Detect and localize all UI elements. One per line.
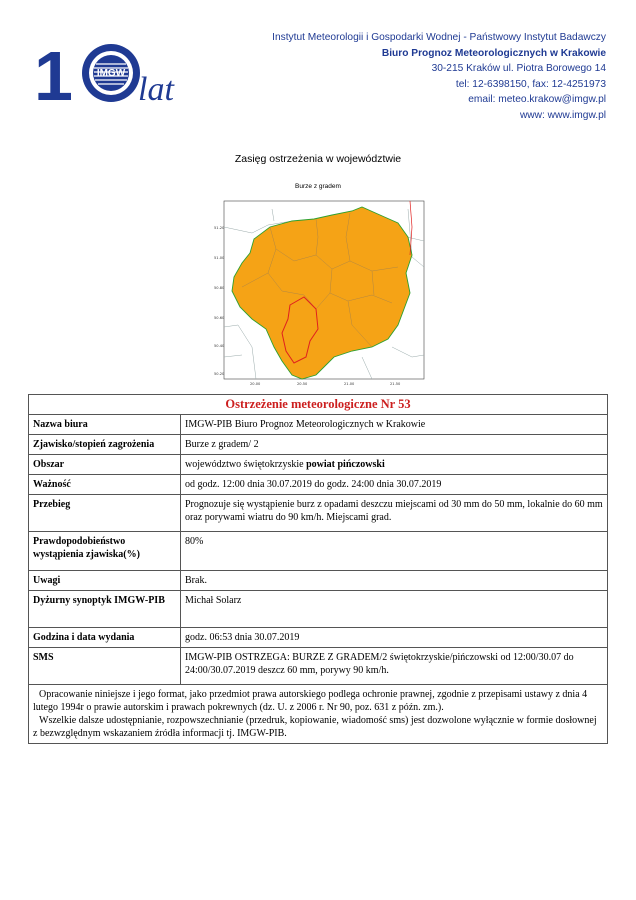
office-name: Biuro Prognoz Meteorologicznych w Krakowie (381, 47, 606, 59)
row-label: Prawdopodobieństwo wystąpienia zjawiska(%) (29, 532, 181, 571)
x-tick-label: 20.00 (250, 382, 261, 386)
table-row (29, 415, 608, 435)
table-row (29, 628, 608, 648)
x-tick-label: 21.50 (390, 382, 401, 386)
warning-title: Ostrzeżenie meteorologiczne Nr 53 (29, 395, 608, 415)
copyright-notice (29, 685, 608, 744)
area-province: województwo świętokrzyskie (185, 459, 304, 470)
table-row (29, 571, 608, 591)
table-row (29, 648, 608, 685)
institute-name: Instytut Meteorologii i Gospodarki Wodnej - Państwowy Instytut Badawczy (272, 32, 606, 43)
row-value: IMGW-PIB Biuro Prognoz Meteorologicznych w Krakowie (181, 415, 608, 435)
row-value: od godz. 12:00 dnia 30.07.2019 do godz. 24:00 dnia 30.07.2019 (181, 475, 608, 495)
warning-area-map (212, 197, 430, 391)
warning-table (28, 394, 608, 744)
row-value: Prognozuje się wystąpienie burz z opadami deszczu miejscami od 30 mm do 50 mm, lokalnie do 60 mm oraz porywami wiatru do 90 km/h. Miejscami grad. (181, 495, 608, 532)
y-tick-label: 50.60 (214, 316, 225, 320)
institute-header (272, 30, 606, 124)
svg-text:IMGW: IMGW (96, 68, 126, 79)
redistribution-paragraph: Wszelkie dalsze udostępnianie, rozpowszechnianie (przedruk, kopiowanie, wiadomość sms) jest dozwolone wyłącznie w formie dosłownej z bezwzględnym wskazaniem źródła informacji tj. IMGW-PIB. (33, 715, 597, 739)
imgw-100-lat-logo (34, 36, 194, 108)
row-label: Ważność (29, 475, 181, 495)
office-phone: tel: 12-6398150, fax: 12-4251973 (455, 78, 606, 90)
row-value: godz. 06:53 dnia 30.07.2019 (181, 628, 608, 648)
row-value-area (181, 455, 608, 475)
svg-text:1: 1 (34, 37, 67, 108)
row-label: Nazwa biura (29, 415, 181, 435)
x-tick-label: 20.50 (297, 382, 308, 386)
y-tick-label: 50.40 (214, 344, 225, 348)
y-tick-label: 51.00 (214, 256, 225, 260)
row-label: Uwagi (29, 571, 181, 591)
table-row (29, 532, 608, 571)
row-label: Dyżurny synoptyk IMGW-PIB (29, 591, 181, 628)
x-tick-label: 21.00 (344, 382, 355, 386)
y-tick-label: 50.80 (214, 286, 225, 290)
office-address: 30-215 Kraków ul. Piotra Borowego 14 (431, 63, 606, 75)
row-value: IMGW-PIB OSTRZEGA: BURZE Z GRADEM/2 świętokrzyskie/pińczowski od 12:00/30.07 do 24:00/30.07.2019 deszcz 60 mm, porywy 90 km/h. (181, 648, 608, 685)
row-label: Obszar (29, 455, 181, 475)
row-value: 80% (181, 532, 608, 571)
logo-text: lat (138, 71, 174, 108)
y-tick-label: 51.20 (214, 226, 225, 230)
row-value: Brak. (181, 571, 608, 591)
row-label: Godzina i data wydania (29, 628, 181, 648)
map-title: Burze z gradem (295, 183, 341, 190)
table-row (29, 495, 608, 532)
office-website: www: www.imgw.pl (519, 109, 606, 121)
table-row (29, 591, 608, 628)
area-county: powiat pińczowski (306, 459, 385, 470)
row-label: Zjawisko/stopień zagrożenia (29, 435, 181, 455)
table-row (29, 435, 608, 455)
map-heading: Zasięg ostrzeżenia w województwie (234, 153, 402, 165)
row-value: Burze z gradem/ 2 (181, 435, 608, 455)
row-value: Michał Solarz (181, 591, 608, 628)
office-email: email: meteo.krakow@imgw.pl (468, 94, 606, 106)
table-row (29, 455, 608, 475)
table-row (29, 475, 608, 495)
row-label: Przebieg (29, 495, 181, 532)
y-tick-label: 50.20 (214, 372, 225, 376)
row-label: SMS (29, 648, 181, 685)
copyright-paragraph: Opracowanie niniejsze i jego format, jako przedmiot prawa autorskiego podlega ochronie prawnej, zgodnie z przepisami ustawy z dnia 4 lutego 1994r o prawie autorskim i prawach pokrewnych (dz. U. z 2006 r. Nr 90, poz. 631 z późn. zm.). (33, 689, 588, 713)
